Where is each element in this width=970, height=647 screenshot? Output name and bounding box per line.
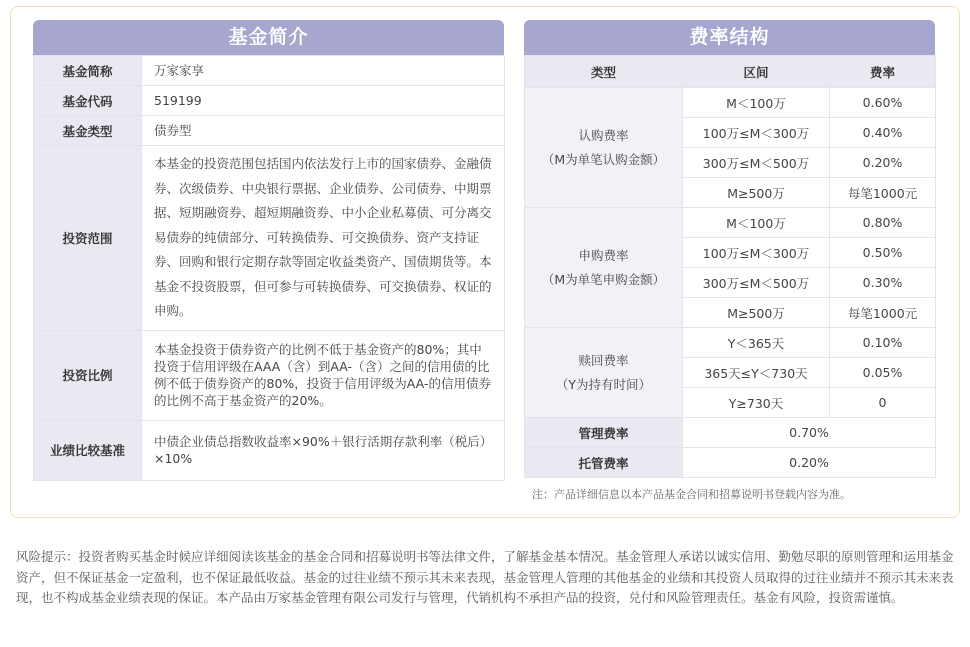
fee-range: 300万≤M＜500万 xyxy=(683,148,830,178)
fee-rate: 0.20% xyxy=(830,148,936,178)
intro-value: 519199 xyxy=(142,86,505,116)
intro-table xyxy=(33,55,505,481)
fee-rate: 每笔1000元 xyxy=(830,178,936,208)
redemption-name: 赎回费率 xyxy=(578,352,629,368)
management-fee-label: 管理费率 xyxy=(525,418,683,448)
management-fee-row xyxy=(525,418,936,448)
fee-rate: 每笔1000元 xyxy=(830,298,936,328)
intro-row-scope xyxy=(34,146,505,331)
intro-row-short-name xyxy=(34,56,505,86)
redemption-desc: （Y为持有时间） xyxy=(555,376,652,392)
intro-label: 基金类型 xyxy=(34,116,142,146)
purchase-category xyxy=(525,208,683,328)
fees-title: 费率结构 xyxy=(524,20,935,55)
subscription-desc: （M为单笔认购金额） xyxy=(541,151,666,167)
intro-row-ratio xyxy=(34,330,505,420)
fee-rate: 0.50% xyxy=(830,238,936,268)
fee-range: M≥500万 xyxy=(683,178,830,208)
fees-header-row xyxy=(525,56,936,88)
fee-range: 365天≤Y＜730天 xyxy=(683,358,830,388)
intro-value: 本基金投资于债券资产的比例不低于基金资产的80%；其中投资于信用评级在AAA（含）到AA-（含）之间的信用债的比例不低于债券资产的80%，投资于信用评级为AA-的信用债券的比例不高于基金资产的20%。 xyxy=(142,330,505,420)
custody-fee-rate: 0.20% xyxy=(683,448,936,478)
intro-label: 业绩比较基准 xyxy=(34,420,142,480)
fee-rate: 0 xyxy=(830,388,936,418)
fee-row xyxy=(525,208,936,238)
intro-label: 投资范围 xyxy=(34,146,142,331)
fee-range: M≥500万 xyxy=(683,298,830,328)
header-rate: 费率 xyxy=(830,56,936,88)
custody-fee-row xyxy=(525,448,936,478)
fee-rate: 0.80% xyxy=(830,208,936,238)
fee-rate: 0.30% xyxy=(830,268,936,298)
intro-row-type xyxy=(34,116,505,146)
intro-value: 中债企业债总指数收益率×90%＋银行活期存款利率（税后）×10% xyxy=(142,420,505,480)
custody-fee-label: 托管费率 xyxy=(525,448,683,478)
fees-table xyxy=(524,55,936,478)
subscription-name: 认购费率 xyxy=(578,127,629,143)
fee-range: 300万≤M＜500万 xyxy=(683,268,830,298)
intro-value: 万家家享 xyxy=(142,56,505,86)
fee-rate: 0.05% xyxy=(830,358,936,388)
fee-range: Y＜365天 xyxy=(683,328,830,358)
intro-label: 基金代码 xyxy=(34,86,142,116)
fees-note: 注：产品详细信息以本产品基金合同和招募说明书登载内容为准。 xyxy=(532,488,851,501)
fee-rate: 0.60% xyxy=(830,88,936,118)
header-range: 区间 xyxy=(683,56,830,88)
fee-range: Y≥730天 xyxy=(683,388,830,418)
intro-title: 基金简介 xyxy=(33,20,504,55)
risk-notice: 风险提示：投资者购买基金时候应详细阅读该基金的基金合同和招募说明书等法律文件，了解基金基本情况。基金管理人承诺以诚实信用、勤勉尽职的原则管理和运用基金资产，但不保证基金一定盈利，也不保证最低收益。基金的过往业绩不预示其未来表现，基金管理人管理的其他基金的业绩和其投资人员取得的过往业绩并不预示其未来表现，也不构成基金业绩表现的保证。本产品由万家基金管理有限公司发行与管理，代销机构不承担产品的投资，兑付和风险管理责任。基金有风险，投资需谨慎。 xyxy=(16,549,954,605)
intro-value: 债券型 xyxy=(142,116,505,146)
fee-range: 100万≤M＜300万 xyxy=(683,238,830,268)
intro-row-code xyxy=(34,86,505,116)
fee-rate: 0.40% xyxy=(830,118,936,148)
intro-label: 投资比例 xyxy=(34,330,142,420)
fee-row xyxy=(525,88,936,118)
fee-range: M＜100万 xyxy=(683,208,830,238)
fee-range: 100万≤M＜300万 xyxy=(683,118,830,148)
intro-value: 本基金的投资范围包括国内依法发行上市的国家债券、金融债券、次级债券、中央银行票据、企业债券、公司债券、中期票据、短期融资券、超短期融资券、中小企业私募债、可分离交易债券的纯债部分、可转换债券、可交换债券、资产支持证券、回购和银行定期存款等固定收益类资产、国债期货等。本基金不投资股票，但可参与可转换债券、可交换债券、权证的申购。 xyxy=(142,146,505,331)
fee-range: M＜100万 xyxy=(683,88,830,118)
intro-label: 基金简称 xyxy=(34,56,142,86)
purchase-name: 申购费率 xyxy=(578,247,629,263)
fee-row xyxy=(525,328,936,358)
management-fee-rate: 0.70% xyxy=(683,418,936,448)
redemption-category xyxy=(525,328,683,418)
fee-rate: 0.10% xyxy=(830,328,936,358)
header-type: 类型 xyxy=(525,56,683,88)
purchase-desc: （M为单笔申购金额） xyxy=(541,271,666,287)
intro-row-benchmark xyxy=(34,420,505,480)
subscription-category xyxy=(525,88,683,208)
